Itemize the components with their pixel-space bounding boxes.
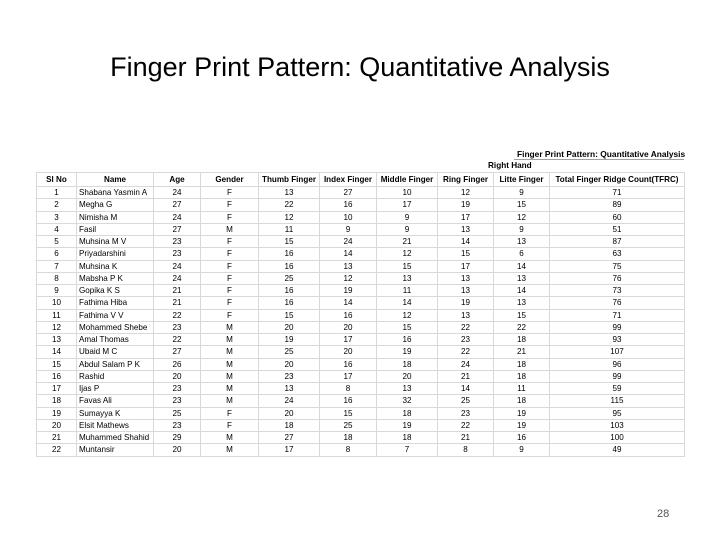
table-cell: 17 xyxy=(320,334,377,346)
table-cell: 13 xyxy=(494,236,550,248)
table-cell: 13 xyxy=(377,272,438,284)
table-cell: 15 xyxy=(438,248,494,260)
table-cell: Abdul Salam P K xyxy=(77,358,154,370)
table-cell: M xyxy=(201,358,259,370)
table-row xyxy=(37,211,685,223)
table-cell: 12 xyxy=(438,187,494,199)
table-cell: 71 xyxy=(550,187,685,199)
table-cell: 9 xyxy=(494,187,550,199)
table-cell: 27 xyxy=(259,432,320,444)
sheet-title-underline xyxy=(514,159,684,160)
table-cell: 16 xyxy=(494,432,550,444)
table-cell: 13 xyxy=(37,334,77,346)
table-cell: 22 xyxy=(438,419,494,431)
table-cell: F xyxy=(201,419,259,431)
table-cell: 16 xyxy=(37,370,77,382)
table-cell: 20 xyxy=(154,444,201,456)
table-cell: Muhsina M V xyxy=(77,236,154,248)
table-cell: M xyxy=(201,370,259,382)
table-cell: Muhammed Shahid xyxy=(77,432,154,444)
table-cell: 23 xyxy=(438,407,494,419)
table-cell: 29 xyxy=(154,432,201,444)
table-cell: Elsit Mathews xyxy=(77,419,154,431)
data-table xyxy=(36,172,685,457)
table-cell: 20 xyxy=(154,370,201,382)
table-cell: 21 xyxy=(154,297,201,309)
table-cell: Priyadarshini xyxy=(77,248,154,260)
table-cell: F xyxy=(201,211,259,223)
table-cell: 16 xyxy=(259,260,320,272)
table-cell: 115 xyxy=(550,395,685,407)
table-cell: 12 xyxy=(320,272,377,284)
table-cell: 32 xyxy=(377,395,438,407)
table-cell: 10 xyxy=(37,297,77,309)
table-cell: F xyxy=(201,199,259,211)
table-cell: 15 xyxy=(259,236,320,248)
table-cell: 13 xyxy=(259,383,320,395)
table-row xyxy=(37,346,685,358)
table-cell: 15 xyxy=(37,358,77,370)
table-cell: F xyxy=(201,236,259,248)
table-cell: 13 xyxy=(377,383,438,395)
table-cell: 16 xyxy=(320,199,377,211)
table-cell: 23 xyxy=(154,321,201,333)
table-cell: 25 xyxy=(438,395,494,407)
table-cell: 51 xyxy=(550,223,685,235)
table-cell: 17 xyxy=(438,211,494,223)
table-cell: 14 xyxy=(37,346,77,358)
table-cell: 20 xyxy=(259,358,320,370)
table-cell: 71 xyxy=(550,309,685,321)
table-cell: 19 xyxy=(438,297,494,309)
table-cell: 23 xyxy=(154,236,201,248)
table-cell: 14 xyxy=(438,383,494,395)
table-cell: 19 xyxy=(320,285,377,297)
table-cell: 18 xyxy=(377,407,438,419)
table-row xyxy=(37,260,685,272)
table-cell: 18 xyxy=(259,419,320,431)
table-cell: 18 xyxy=(37,395,77,407)
table-cell: 95 xyxy=(550,407,685,419)
table-row xyxy=(37,187,685,199)
table-cell: 4 xyxy=(37,223,77,235)
table-cell: M xyxy=(201,223,259,235)
table-row xyxy=(37,407,685,419)
table-cell: 16 xyxy=(320,395,377,407)
table-cell: Amal Thomas xyxy=(77,334,154,346)
table-cell: Ubaid M C xyxy=(77,346,154,358)
column-header: Total Finger Ridge Count(TFRC) xyxy=(550,173,685,187)
table-cell: 9 xyxy=(377,223,438,235)
table-cell: 16 xyxy=(320,358,377,370)
slide-title: Finger Print Pattern: Quantitative Analysis xyxy=(110,52,610,82)
table-cell: 60 xyxy=(550,211,685,223)
table-cell: 15 xyxy=(377,260,438,272)
table-cell: 99 xyxy=(550,321,685,333)
table-cell: 13 xyxy=(494,272,550,284)
table-cell: 6 xyxy=(494,248,550,260)
table-cell: 24 xyxy=(154,211,201,223)
table-cell: 18 xyxy=(494,334,550,346)
table-cell: 24 xyxy=(259,395,320,407)
table-cell: F xyxy=(201,272,259,284)
table-cell: 15 xyxy=(494,199,550,211)
table-cell: Ijas P xyxy=(77,383,154,395)
column-header: Ring Finger xyxy=(438,173,494,187)
column-header: Sl No xyxy=(37,173,77,187)
table-cell: 27 xyxy=(154,346,201,358)
table-cell: 21 xyxy=(494,346,550,358)
table-cell: 18 xyxy=(320,432,377,444)
table-cell: Rashid xyxy=(77,370,154,382)
table-cell: 14 xyxy=(320,297,377,309)
table-cell: 21 xyxy=(438,370,494,382)
table-cell: 12 xyxy=(259,211,320,223)
table-cell: 19 xyxy=(377,346,438,358)
table-cell: F xyxy=(201,285,259,297)
table-cell: 12 xyxy=(37,321,77,333)
table-cell: 21 xyxy=(37,432,77,444)
table-cell: F xyxy=(201,187,259,199)
table-cell: 24 xyxy=(154,272,201,284)
table-cell: 8 xyxy=(320,383,377,395)
table-cell: 17 xyxy=(37,383,77,395)
table-cell: 9 xyxy=(377,211,438,223)
table-cell: Fasil xyxy=(77,223,154,235)
table-cell: 27 xyxy=(154,199,201,211)
table-row xyxy=(37,309,685,321)
table-cell: 13 xyxy=(494,297,550,309)
column-header: Litte Finger xyxy=(494,173,550,187)
table-cell: 16 xyxy=(259,297,320,309)
table-cell: 12 xyxy=(494,211,550,223)
table-cell: 19 xyxy=(494,419,550,431)
sheet-title: Finger Print Pattern: Quantitative Analysis xyxy=(517,149,686,159)
table-cell: Mabsha P K xyxy=(77,272,154,284)
table-cell: 21 xyxy=(377,236,438,248)
table-row xyxy=(37,370,685,382)
table-cell: 9 xyxy=(320,223,377,235)
table-row xyxy=(37,272,685,284)
table-cell: M xyxy=(201,334,259,346)
table-cell: 9 xyxy=(37,285,77,297)
table-cell: 16 xyxy=(259,248,320,260)
table-row xyxy=(37,358,685,370)
table-cell: 15 xyxy=(494,309,550,321)
table-cell: Muntansir xyxy=(77,444,154,456)
table-cell: 18 xyxy=(377,432,438,444)
table-cell: Nimisha M xyxy=(77,211,154,223)
table-cell: 23 xyxy=(154,248,201,260)
table-cell: 13 xyxy=(438,285,494,297)
table-cell: F xyxy=(201,309,259,321)
table-cell: 103 xyxy=(550,419,685,431)
table-cell: 12 xyxy=(377,248,438,260)
table-row xyxy=(37,321,685,333)
table-row xyxy=(37,419,685,431)
table-cell: 1 xyxy=(37,187,77,199)
table-row xyxy=(37,248,685,260)
table-cell: 20 xyxy=(259,407,320,419)
table-cell: 9 xyxy=(494,444,550,456)
table-cell: 22 xyxy=(154,309,201,321)
table-cell: F xyxy=(201,260,259,272)
table-cell: 23 xyxy=(259,370,320,382)
table-cell: 63 xyxy=(550,248,685,260)
table-cell: 23 xyxy=(438,334,494,346)
table-cell: M xyxy=(201,395,259,407)
table-cell: 12 xyxy=(377,309,438,321)
table-cell: 16 xyxy=(377,334,438,346)
table-cell: 21 xyxy=(438,432,494,444)
table-cell: 11 xyxy=(494,383,550,395)
table-cell: 8 xyxy=(438,444,494,456)
table-cell: 15 xyxy=(320,407,377,419)
table-cell: 19 xyxy=(494,407,550,419)
table-row xyxy=(37,444,685,456)
table-body xyxy=(37,187,685,457)
table-cell: 17 xyxy=(377,199,438,211)
table-cell: Mohammed Shebe xyxy=(77,321,154,333)
table-cell: 20 xyxy=(320,346,377,358)
table-row xyxy=(37,395,685,407)
table-cell: 6 xyxy=(37,248,77,260)
sheet-subheader-right-hand: Right Hand xyxy=(488,161,532,170)
table-cell: 24 xyxy=(320,236,377,248)
table-cell: 13 xyxy=(438,272,494,284)
table-cell: 2 xyxy=(37,199,77,211)
table-cell: 17 xyxy=(259,444,320,456)
column-header: Age xyxy=(154,173,201,187)
table-cell: 99 xyxy=(550,370,685,382)
table-cell: 76 xyxy=(550,297,685,309)
table-cell: 13 xyxy=(438,223,494,235)
table-cell: 23 xyxy=(154,395,201,407)
table-cell: 27 xyxy=(154,223,201,235)
table-cell: 14 xyxy=(320,248,377,260)
table-cell: 19 xyxy=(377,419,438,431)
table-cell: 22 xyxy=(494,321,550,333)
table-cell: 22 xyxy=(438,346,494,358)
table-cell: F xyxy=(201,297,259,309)
table-cell: 24 xyxy=(154,187,201,199)
table-cell: 100 xyxy=(550,432,685,444)
table-cell: 10 xyxy=(377,187,438,199)
table-cell: 14 xyxy=(494,260,550,272)
table-cell: 7 xyxy=(37,260,77,272)
table-cell: M xyxy=(201,383,259,395)
table-cell: Favas Ali xyxy=(77,395,154,407)
table-cell: 19 xyxy=(37,407,77,419)
table-cell: 15 xyxy=(259,309,320,321)
table-cell: Sumayya K xyxy=(77,407,154,419)
table-cell: 26 xyxy=(154,358,201,370)
table-row xyxy=(37,223,685,235)
table-cell: 24 xyxy=(154,260,201,272)
table-row xyxy=(37,383,685,395)
table-cell: 10 xyxy=(320,211,377,223)
table-cell: 87 xyxy=(550,236,685,248)
table-cell: 49 xyxy=(550,444,685,456)
table-row xyxy=(37,236,685,248)
table-cell: 96 xyxy=(550,358,685,370)
table-cell: 11 xyxy=(37,309,77,321)
page-number: 28 xyxy=(657,508,670,520)
table-cell: 18 xyxy=(494,395,550,407)
table-cell: 11 xyxy=(259,223,320,235)
table-cell: Shabana Yasmin A xyxy=(77,187,154,199)
table-cell: Muhsina K xyxy=(77,260,154,272)
table-cell: 25 xyxy=(154,407,201,419)
column-header: Name xyxy=(77,173,154,187)
table-cell: 22 xyxy=(259,199,320,211)
table-cell: 9 xyxy=(494,223,550,235)
table-cell: 5 xyxy=(37,236,77,248)
table-cell: 8 xyxy=(37,272,77,284)
table-cell: Fathima V V xyxy=(77,309,154,321)
table-cell: 20 xyxy=(320,321,377,333)
table-cell: 19 xyxy=(259,334,320,346)
table-cell: Fathima Hiba xyxy=(77,297,154,309)
table-cell: Gopika K S xyxy=(77,285,154,297)
table-cell: 18 xyxy=(377,358,438,370)
table-cell: 3 xyxy=(37,211,77,223)
table-cell: 14 xyxy=(438,236,494,248)
table-cell: 21 xyxy=(154,285,201,297)
table-cell: 59 xyxy=(550,383,685,395)
table-cell: 19 xyxy=(438,199,494,211)
column-header: Index Finger xyxy=(320,173,377,187)
table-cell: F xyxy=(201,248,259,260)
table-cell: 14 xyxy=(494,285,550,297)
table-cell: 17 xyxy=(438,260,494,272)
table-cell: 16 xyxy=(259,285,320,297)
table-cell: 27 xyxy=(320,187,377,199)
table-cell: 18 xyxy=(494,370,550,382)
table-cell: 8 xyxy=(320,444,377,456)
table-cell: 25 xyxy=(320,419,377,431)
table-row xyxy=(37,297,685,309)
column-header: Gender xyxy=(201,173,259,187)
table-row xyxy=(37,334,685,346)
table-cell: Megha G xyxy=(77,199,154,211)
table-cell: 15 xyxy=(377,321,438,333)
table-cell: 76 xyxy=(550,272,685,284)
table-cell: 13 xyxy=(320,260,377,272)
table-header-row xyxy=(37,173,685,187)
table-cell: 11 xyxy=(377,285,438,297)
table-cell: M xyxy=(201,432,259,444)
table-row xyxy=(37,432,685,444)
table-cell: 22 xyxy=(37,444,77,456)
table-cell: 20 xyxy=(37,419,77,431)
table-cell: 25 xyxy=(259,272,320,284)
column-header: Middle Finger xyxy=(377,173,438,187)
table-cell: 18 xyxy=(494,358,550,370)
table-cell: 93 xyxy=(550,334,685,346)
table-row xyxy=(37,199,685,211)
table-cell: 23 xyxy=(154,419,201,431)
table-cell: 75 xyxy=(550,260,685,272)
table-cell: 24 xyxy=(438,358,494,370)
table-cell: 22 xyxy=(438,321,494,333)
table-cell: 22 xyxy=(154,334,201,346)
table-row xyxy=(37,285,685,297)
table-cell: M xyxy=(201,346,259,358)
table-cell: 17 xyxy=(320,370,377,382)
table-cell: 89 xyxy=(550,199,685,211)
table-cell: F xyxy=(201,407,259,419)
table-cell: M xyxy=(201,444,259,456)
table-cell: 23 xyxy=(154,383,201,395)
table-cell: 16 xyxy=(320,309,377,321)
column-header: Thumb Finger xyxy=(259,173,320,187)
table-cell: 14 xyxy=(377,297,438,309)
table-cell: 20 xyxy=(259,321,320,333)
table-cell: 20 xyxy=(377,370,438,382)
table-cell: 73 xyxy=(550,285,685,297)
table-cell: 13 xyxy=(259,187,320,199)
spreadsheet-image xyxy=(36,146,684,462)
table-cell: 7 xyxy=(377,444,438,456)
table-cell: 25 xyxy=(259,346,320,358)
table-cell: 13 xyxy=(438,309,494,321)
table-cell: M xyxy=(201,321,259,333)
table-cell: 107 xyxy=(550,346,685,358)
